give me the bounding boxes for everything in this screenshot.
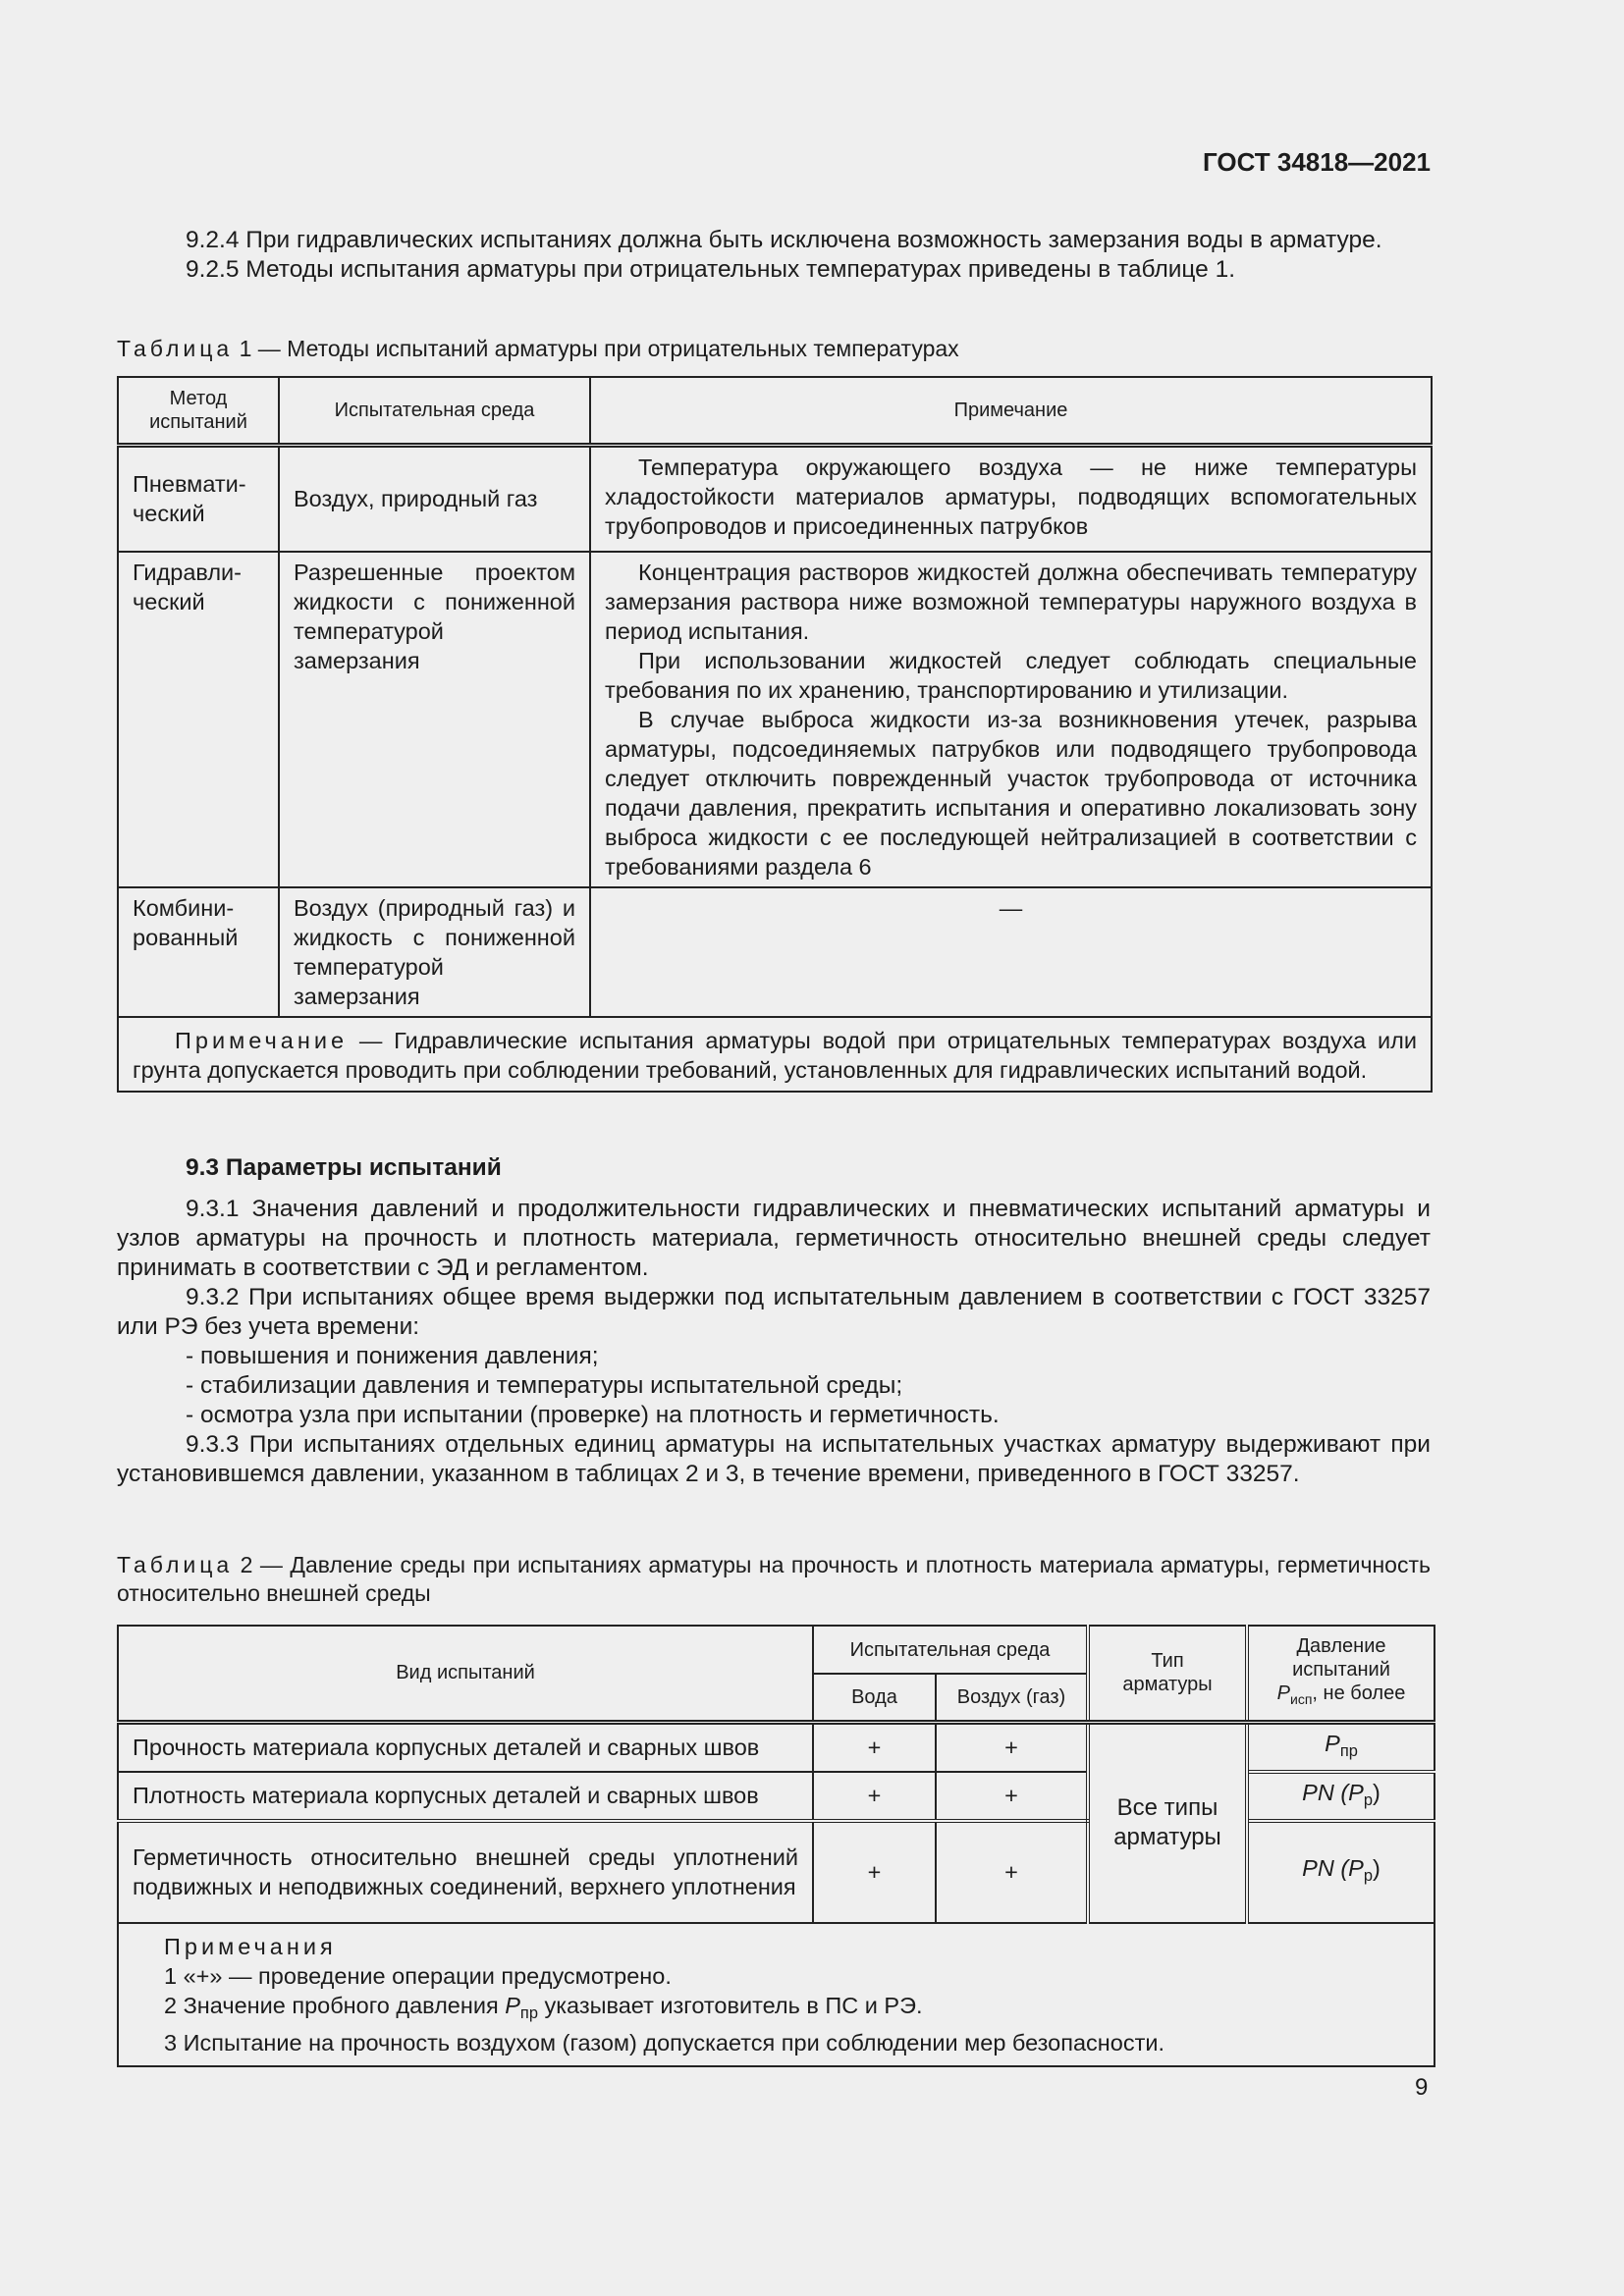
paragraph-9-3-2: 9.3.2 При испытаниях общее время выдержки под испытательным давлением в соответствии с ГОСТ 33257 или РЭ без учета времени: bbox=[117, 1284, 1431, 1340]
table2-cell-pressure bbox=[1247, 1722, 1435, 1772]
table1-footnote-label: Примечание bbox=[175, 1027, 349, 1053]
table2-header-pressure-label: Давление испытаний bbox=[1292, 1635, 1390, 1682]
table1-cell-medium: Воздух (природный газ) и жидкость с пониженной температурой замерзания bbox=[279, 887, 590, 1017]
table2-cell-kind: Герметичность относительно внешней среды уплотнений подвижных и неподвижных соединений, верхнего уплотнения bbox=[118, 1821, 813, 1923]
paragraph-9-3-3: 9.3.3 При испытаниях отдельных единиц арматуры на испытательных участках арматуру выдерживают при установившемся давлении, указанном в таблицах 2 и 3, в течение времени, приведенного в ГОСТ 33257. bbox=[117, 1431, 1431, 1487]
table2-note-3: 3 Испытание на прочность воздухом (газом) допускается при соблюдении мер безопасности. bbox=[164, 2029, 1165, 2056]
table2-cell-water: + bbox=[813, 1722, 936, 1772]
table2-cell-kind: Плотность материала корпусных деталей и сварных швов bbox=[118, 1772, 813, 1821]
pressure-suffix: ) bbox=[1373, 1855, 1380, 1881]
table2-header-air: Воздух (газ) bbox=[936, 1674, 1088, 1722]
paragraph-9-2-5: 9.2.5 Методы испытания арматуры при отрицательных температурах приведены в таблице 1. bbox=[186, 256, 1236, 283]
table1-caption-label: Таблица bbox=[117, 336, 234, 361]
pressure-subscript: р bbox=[1363, 1867, 1373, 1885]
table2-caption-text: 2 — Давление среды при испытаниях арматуры на прочность и плотность материала арматуры, герметичность относительно внешней среды bbox=[117, 1552, 1431, 1606]
list-item: - повышения и понижения давления; bbox=[186, 1343, 599, 1369]
table2-note-1: 1 «+» — проведение операции предусмотрено. bbox=[164, 1962, 672, 1989]
table2-header-pressure bbox=[1247, 1626, 1435, 1722]
pressure-symbol: P bbox=[1276, 1682, 1291, 1705]
table1-cell-method: Пневмати-ческий bbox=[118, 446, 279, 552]
pressure-suffix: ) bbox=[1373, 1779, 1380, 1805]
table1-cell-medium: Разрешенные проектом жидкости с пониженной температурой замерзания bbox=[279, 552, 590, 887]
table1-cell-method: Гидравли-ческий bbox=[118, 552, 279, 887]
table2-header-kind: Вид испытаний bbox=[118, 1626, 813, 1722]
pressure-subscript: пр bbox=[519, 2003, 538, 2022]
paragraph-9-2-4: 9.2.4 При гидравлических испытаниях должна быть исключена возможность замерзания воды в арматуре. bbox=[186, 227, 1382, 253]
table1-cell-note bbox=[590, 552, 1432, 887]
paragraph-9-3-1: 9.3.1 Значения давлений и продолжительности гидравлических и пневматических испытаний арматуры и узлов арматуры на прочность и плотность материала, герметичность относительно внешней среды следует принимать в соответствии с ЭД и регламентом. bbox=[117, 1196, 1431, 1281]
table1-header-note: Примечание bbox=[590, 377, 1432, 446]
table2-note-2-tail: указывает изготовитель в ПС и РЭ. bbox=[537, 1992, 923, 2018]
table1-note-paragraph: Концентрация растворов жидкостей должна обеспечивать температуру замерзания раствора ниже возможной температуры наружного воздуха в период испытания. bbox=[605, 559, 1417, 644]
table1-row-pneumatic bbox=[118, 446, 1432, 552]
table2-caption bbox=[117, 1551, 1431, 1608]
table2-row bbox=[118, 1722, 1435, 1772]
table2-cell-water: + bbox=[813, 1772, 936, 1821]
pressure-suffix: , не более bbox=[1312, 1682, 1406, 1705]
table2-cell-air: + bbox=[936, 1821, 1088, 1923]
pressure-subscript: пр bbox=[1339, 1741, 1358, 1760]
table1-cell-note: — bbox=[590, 887, 1432, 1017]
table1-cell-note bbox=[590, 446, 1432, 552]
dash-list bbox=[117, 1342, 1431, 1430]
pressure-symbol: P bbox=[1325, 1730, 1340, 1756]
table1-cell-method: Комбини-рованный bbox=[118, 887, 279, 1017]
table1-note-paragraph: В случае выброса жидкости из-за возникновения утечек, разрыва арматуры, подсоединяемых патрубков или подводящего трубопровода следует отключить поврежденный участок трубопровода от источника подачи давления, прекратить испытания и оперативно локализовать зону выброса жидкости с ее последующей нейтрализацией в соответствии с требованиями раздела 6 bbox=[605, 706, 1417, 880]
table1-caption-text: 1 — Методы испытаний арматуры при отрицательных температурах bbox=[233, 336, 959, 361]
list-item: - осмотра узла при испытании (проверке) на плотность и герметичность. bbox=[186, 1402, 1000, 1428]
table2-note-2-text: 2 Значение пробного давления bbox=[164, 1992, 506, 2018]
table2-cell-kind: Прочность материала корпусных деталей и сварных швов bbox=[118, 1722, 813, 1772]
table1-footnote-row bbox=[118, 1017, 1432, 1092]
table1-caption bbox=[117, 335, 1431, 363]
section-9-3-title: 9.3 Параметры испытаний bbox=[186, 1154, 502, 1181]
table2-cell-air: + bbox=[936, 1772, 1088, 1821]
table2-header-type: Тип арматуры bbox=[1088, 1626, 1247, 1722]
table2-cell-pressure bbox=[1247, 1821, 1435, 1923]
table2-caption-label: Таблица bbox=[117, 1552, 234, 1577]
table1-header-method: Метод испытаний bbox=[118, 377, 279, 446]
pressure-symbol: P bbox=[505, 1992, 520, 2018]
table2-cell-air: + bbox=[936, 1722, 1088, 1772]
pressure-symbol: PN (P bbox=[1302, 1779, 1364, 1805]
table2-header-medium: Испытательная среда bbox=[813, 1626, 1088, 1674]
table2-cell-water: + bbox=[813, 1821, 936, 1923]
table-2 bbox=[117, 1625, 1435, 2067]
body-text-top bbox=[117, 226, 1431, 285]
section-9-3 bbox=[117, 1153, 1431, 1489]
table1-row-hydraulic bbox=[118, 552, 1432, 887]
table1-footnote bbox=[118, 1017, 1432, 1092]
table1-row-combined bbox=[118, 887, 1432, 1017]
table2-header-water: Вода bbox=[813, 1674, 936, 1722]
table2-notes bbox=[118, 1923, 1435, 2066]
list-item: - стабилизации давления и температуры испытательной среды; bbox=[186, 1372, 903, 1399]
table1-note-paragraph: Температура окружающего воздуха — не ниже температуры хладостойкости материалов арматуры, подводящих вспомогательных трубопроводов и присоединенных патрубков bbox=[605, 454, 1417, 539]
pressure-symbol: PN (P bbox=[1302, 1855, 1364, 1881]
table2-notes-row bbox=[118, 1923, 1435, 2066]
document-id-header: ГОСТ 34818—2021 bbox=[1203, 147, 1431, 177]
table1-footnote-text: — Гидравлические испытания арматуры водой при отрицательных температурах воздуха или грунта допускается проводить при соблюдении требований, установленных для гидравлических испытаний водой. bbox=[133, 1027, 1417, 1083]
table-1 bbox=[117, 376, 1433, 1093]
table2-header-row-1 bbox=[118, 1626, 1435, 1674]
table2-notes-label: Примечания bbox=[164, 1933, 337, 1959]
table1-header-medium: Испытательная среда bbox=[279, 377, 590, 446]
table2-cell-type-all: Все типы арматуры bbox=[1088, 1722, 1247, 1923]
table1-note-paragraph: При использовании жидкостей следует соблюдать специальные требования по их хранению, транспортированию и утилизации. bbox=[605, 647, 1417, 703]
pressure-subscript: исп bbox=[1290, 1691, 1313, 1708]
table2-cell-pressure bbox=[1247, 1772, 1435, 1821]
pressure-subscript: р bbox=[1363, 1790, 1373, 1809]
table1-cell-medium: Воздух, природный газ bbox=[279, 446, 590, 552]
table1-header-row bbox=[118, 377, 1432, 446]
page-number: 9 bbox=[1415, 2074, 1429, 2101]
table2-note-2 bbox=[133, 1991, 1420, 2028]
